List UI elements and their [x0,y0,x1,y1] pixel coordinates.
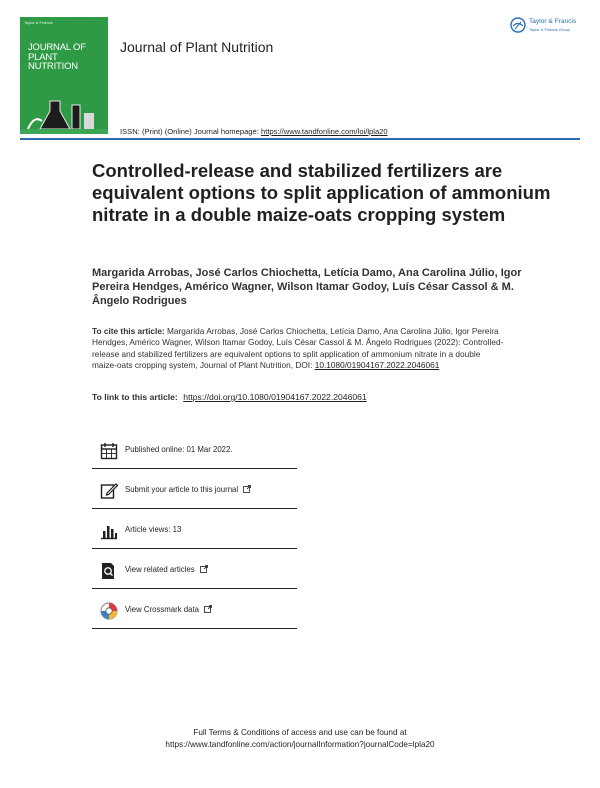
published-online-text: Published online: 01 Mar 2022. [125,445,233,454]
cover-title-line: JOURNAL OF [28,42,86,53]
article-link-label: To link to this article: [92,392,178,402]
related-articles-row[interactable] [92,554,297,589]
publisher-brand: Taylor & Francis [529,18,577,25]
issn-line [120,127,388,136]
cover-title-line: NUTRITION [28,61,78,72]
bar-chart-icon [100,522,118,540]
citation-block [92,326,504,372]
footer-terms-text: Full Terms & Conditions of access and use can be found at [193,728,407,737]
citation-label: To cite this article: [92,326,165,336]
published-online-row [92,434,297,469]
cover-title [28,43,86,72]
journal-title[interactable]: Journal of Plant Nutrition [120,39,274,55]
related-articles-link[interactable] [125,565,208,574]
publisher-group: Taylor & Francis Group [529,27,570,32]
submit-article-link[interactable] [125,485,251,494]
related-articles-label: View related articles [125,565,195,574]
crossmark-link[interactable] [125,605,212,614]
article-doi-url[interactable]: https://doi.org/10.1080/01904167.2022.2046061 [183,392,367,402]
journal-cover[interactable] [20,17,108,134]
crossmark-label: View Crossmark data [125,605,199,614]
external-link-icon [243,485,251,493]
citation-doi-link[interactable]: 10.1080/01904167.2022.2046061 [314,360,440,371]
publisher-globe-icon [510,17,526,33]
edit-icon [100,482,118,500]
citation-text: Margarida Arrobas, José Carlos Chiochetta, Letícia Damo, Ana Carolina Júlio, Igor Pereira Hendges, Américo Wagner, Wilson Itamar Godoy, Luís César Cassol & M. Ângelo Rodrigues (2022): Controlled-release and stabilized fertilizers are equivalent options to split application of ammonium nitrate in a double maize-oats cropping system, Journal of Plant Nutrition, DOI: [92,326,504,371]
footer-terms-link[interactable]: https://www.tandfonline.com/action/journalInformation?journalCode=lpla20 [165,739,435,749]
external-link-icon [200,565,208,573]
calendar-icon [100,442,118,460]
article-link-line [92,392,367,402]
cover-publisher: Taylor & Francis [24,20,53,25]
author-list: Margarida Arrobas, José Carlos Chiochetta, Letícia Damo, Ana Carolina Júlio, Igor Pereira Hendges, Américo Wagner, Wilson Itamar Godoy, Luís César Cassol & M. Ângelo Rodrigues [92,267,522,307]
publisher-logo[interactable] [510,16,584,36]
crossmark-row[interactable] [92,594,297,629]
article-views-text: Article views: 13 [125,525,182,534]
external-link-icon [204,605,212,613]
footer [0,727,600,750]
crossmark-icon [100,602,118,620]
cover-title-line: PLANT [28,51,58,63]
submit-article-row[interactable] [92,474,297,509]
journal-homepage-link[interactable]: https://www.tandfonline.com/loi/lpla20 [260,127,388,136]
article-title: Controlled-release and stabilized fertilizers are equivalent options to split application of ammonium nitrate in a double maize-oats cropping system [92,160,551,225]
issn-label: ISSN: (Print) (Online) Journal homepage: [120,127,259,136]
article-views-row [92,514,297,549]
document-search-icon [100,562,118,580]
submit-article-label: Submit your article to this journal [125,485,239,494]
cover-lab-illustration [20,99,108,134]
header-divider [20,138,580,140]
